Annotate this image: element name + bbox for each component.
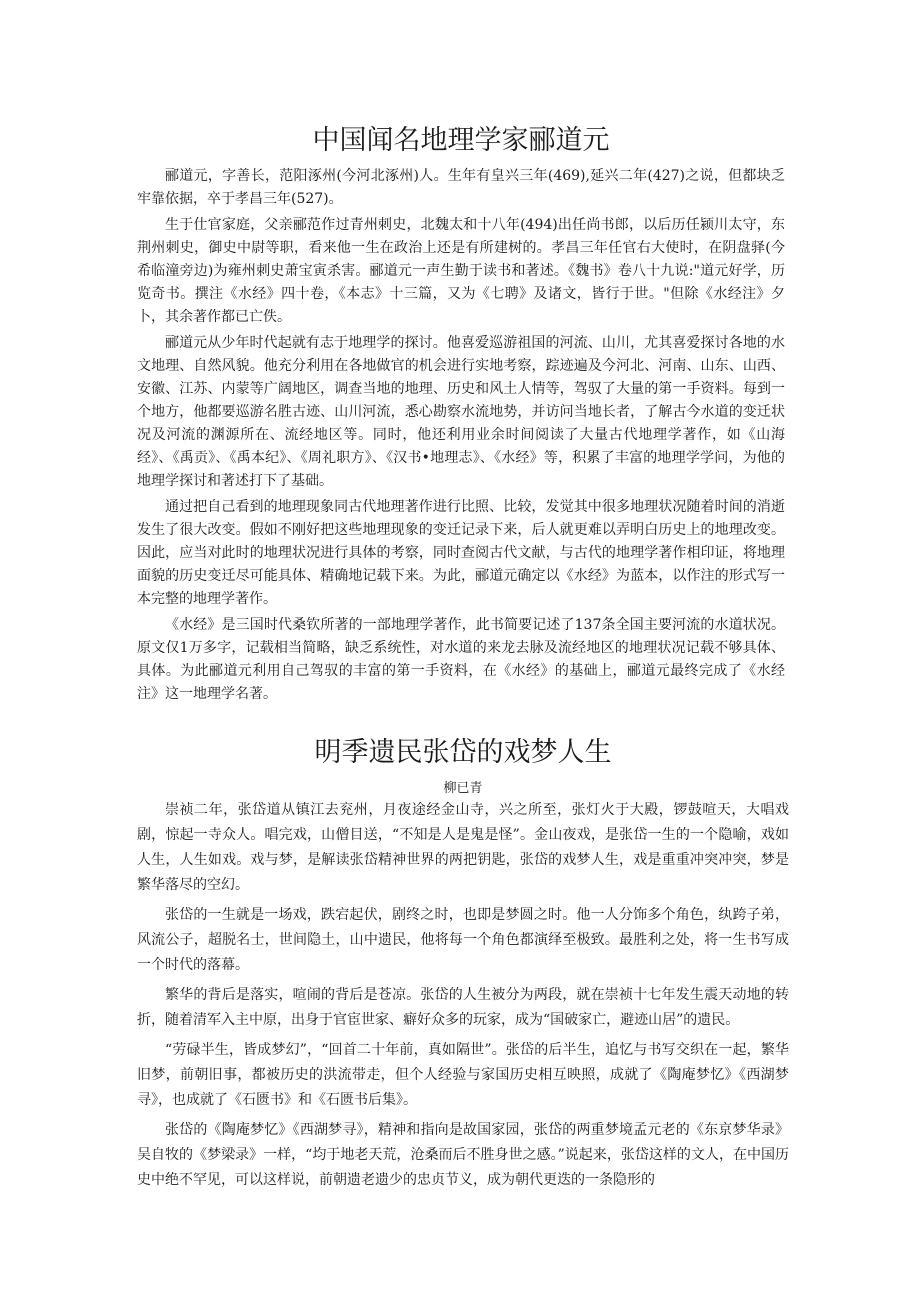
paragraph: 崇祯二年，张岱道从镇江去兖州，月夜途经金山寺，兴之所至，张灯火于大殿，锣鼓喧天，大唱戏剧，惊起一寺众人。唱完戏，山僧目送，“不知是人是鬼是怪”。金山夜戏，是张岱一生的一个隐喻，戏如人生，人生如戏。戏与梦，是解读张岱精神世界的两把钥匙，张岱的戏梦人生，戏是重重冲突冲突，梦是繁华落尽的空幻。 (137, 802, 789, 893)
paragraph: 繁华的背后是落实，喧闹的背后是苍凉。张岱的人生被分为两段，就在崇祯十七年发生震天动地的转折，随着清军入主中原，出身于官宦世家、癖好众多的玩家，成为“国破家亡，避迹山居”的遗民。 (137, 987, 789, 1028)
paragraph: 张岱的一生就是一场戏，跌宕起伏，剧终之时，也即是梦圆之时。他一人分饰多个角色，纨跨子弟，风流公子，超脱名士，世间隐土，山中遗民，他将每一个角色都演绎至极致。最胜利之处，将一生书写成一个时代的落幕。 (137, 907, 789, 973)
article-title: 中国闻名地理学家郦道元 (312, 125, 610, 156)
article-title: 明季遗民张岱的戏梦人生 (314, 737, 612, 768)
article-zhang-dai (137, 730, 789, 1193)
paragraph: “劳碌半生，皆成梦幻”，“回首二十年前，真如隔世”。张岱的后半生，追忆与书写交织在一起，繁华旧梦，前朝旧事，都被历史的洪流带走，但个人经验与家国历史相互映照，成就了《陶庵梦忆》《西湖梦寻》，也成就了《石匮书》和《石匮书后集》。 (137, 1042, 789, 1108)
paragraph: 郦道元，字善长，范阳涿州(今河北涿州)人。生年有皇兴三年(469),延兴二年(427)之说，但都块乏牢靠依据，卒于孝昌三年(527)。 (137, 168, 785, 207)
paragraph: 生于仕官家庭，父亲郦范作过青州刺史，北魏太和十八年(494)出任尚书郎，以后历任颍川太守，东荆州刺史，御史中尉等职，看来他一生在政治上还是有所建树的。孝昌三年任官右大使时，在阴盘驿(今希临潼旁边)为雍州刺史萧宝寅杀害。郦道元一声生勤于读书和著述。《魏书》卷八十九说:"道元好学，历览奇书。撰注《水经》四十卷，《本志》十三篇，又为《七聘》及诸文，皆行于世。"但除《水经注》夕卜，其余著作都已亡佚。 (137, 217, 785, 325)
paragraph: 《水经》是三国时代桑钦所著的一部地理学著作，此书简要记述了137条全国主要河流的水道状况。原文仅1万多字，记载相当简略，缺乏系统性，对水道的来龙去脉及流经地区的地理状况记载不够具体、具体。为此郦道元利用自己驾驭的丰富的第一手资料，在《水经》的基础上，郦道元最终完成了《水经注》这一地理学名著。 (137, 617, 785, 702)
article-li-daoyuan (137, 118, 785, 706)
paragraph: 张岱的《陶庵梦忆》《西湖梦寻》，精神和指向是故国家园，张岱的两重梦境孟元老的《东京梦华录》吴自牧的《梦梁录》一样，“均于地老天荒，沧桑而后不胜身世之感。”说起来，张岱这样的文人，在中国历史中绝不罕见，可以这样说，前朝遗老遗少的忠贞节义，成为朝代更迭的一条隐形的 (137, 1122, 789, 1188)
paragraph: 通过把自己看到的地理现象同古代地理著作进行比照、比较，发觉其中很多地理状况随着时间的消逝发生了很大改变。假如不刚好把这些地理现象的变迁记录下来，后人就更难以弄明白历史上的地理改变。因此，应当对此时的地理状况进行具体的考察，同时查阅古代文献，与古代的地理学著作相印证，将地理面貌的历史变迁尽可能具体、精确地记载下来。为此，郦道元确定以《水经》为蓝本，以作注的形式写一本完整的地理学著作。 (137, 499, 785, 607)
author-name: 柳已青 (443, 781, 483, 796)
paragraph: 郦道元从少年时代起就有志于地理学的探讨。他喜爱巡游祖国的河流、山川，尤其喜爱探讨各地的水文地理、自然风貌。他充分利用在各地做官的机会进行实地考察，踪迹遍及今河北、河南、山东、山西、安徽、江苏、内蒙等广阔地区，调查当地的地理、历史和风土人情等，驾驭了大量的第一手资料。每到一个地方，他都要巡游名胜古迹、山川河流，悉心勘察水流地势，并访问当地长者，了解古今水道的变迁状况及河流的渊源所在、流经地区等。同时，他还利用业余时间阅读了大量古代地理学著作，如《山海经》、《禹贡》、《禹本纪》、《周礼职方》、《汉书•地理志》、《水经》等，积累了丰富的地理学学问，为他的地理学探讨和著述打下了基础。 (137, 335, 785, 489)
